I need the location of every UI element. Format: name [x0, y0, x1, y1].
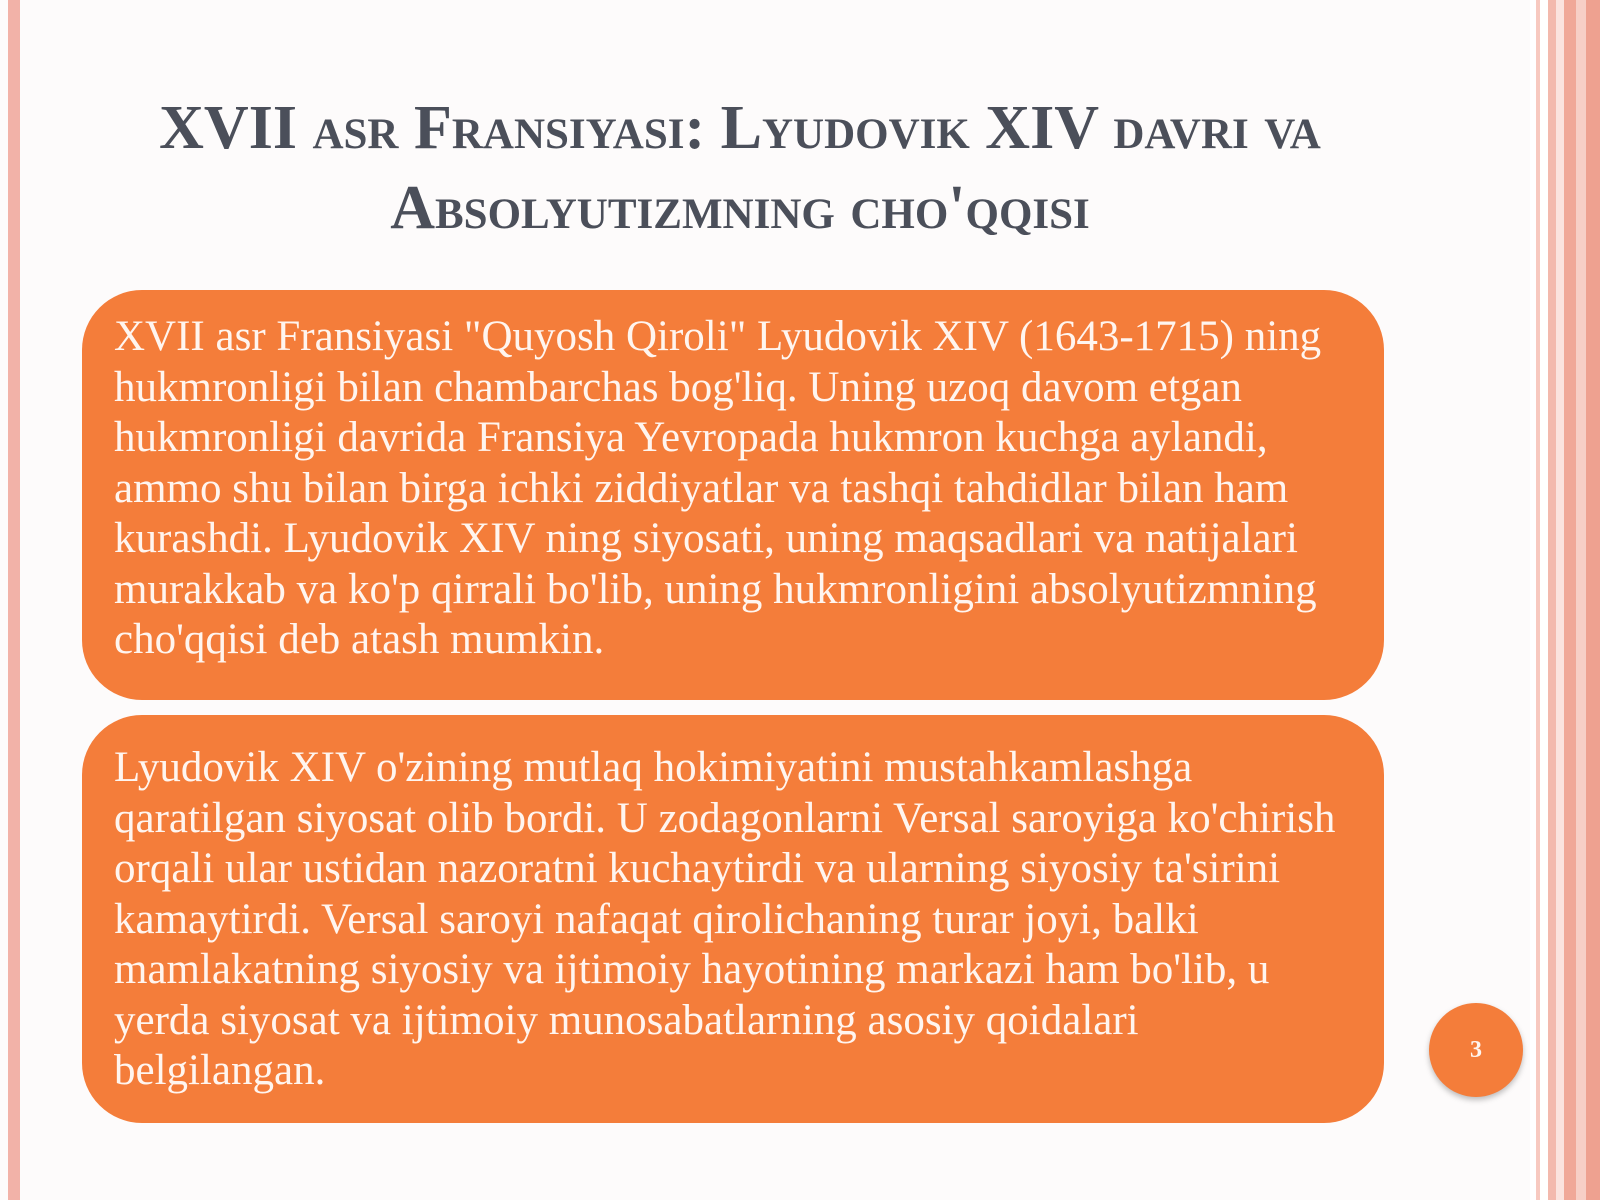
page-number-badge	[1429, 1003, 1523, 1097]
right-stripe-decoration	[1530, 0, 1600, 1200]
left-border-decoration	[8, 0, 20, 1200]
content-box-1	[82, 290, 1384, 700]
content-box-2	[82, 715, 1384, 1123]
paragraph-2: Lyudovik XIV o'zining mutlaq hokimiyatini mustahkamlashga qaratilgan siyosat olib bordi. U zodagonlarni Versal saroyiga ko'chirish orqali ular ustidan nazoratni kuchaytirdi va ularning siyosiy ta'sirini kamaytirdi. Versal saroyi nafaqat qirolichaning turar joyi, balki mamlakatning siyosiy va ijtimoiy hayotining markazi ham bo'lib, u yerda siyosat va ijtimoiy munosabatlarning asosiy qoidalari belgilangan.	[114, 744, 1336, 1094]
paragraph-1: XVII asr Fransiyasi "Quyosh Qiroli" Lyudovik XIV (1643-1715) ning hukmronligi bilan chambarchas bog'liq. Uning uzoq davom etgan hukmronligi davrida Fransiya Yevropada hukmron kuchga aylandi, ammo shu bilan birga ichki ziddiyatlar va tashqi tahdidlar bilan ham kurashdi. Lyudovik XIV ning siyosati, uning maqsadlari va natijalari murakkab va ko'p qirrali bo'lib, uning hukmronligini absolyutizmning cho'qqisi deb atash mumkin.	[114, 313, 1322, 663]
page-number: 3	[1470, 1036, 1482, 1063]
slide-title: XVII asr Fransiyasi: Lyudovik XIV davri va Absolyutizmning cho'qqisi	[159, 94, 1321, 242]
